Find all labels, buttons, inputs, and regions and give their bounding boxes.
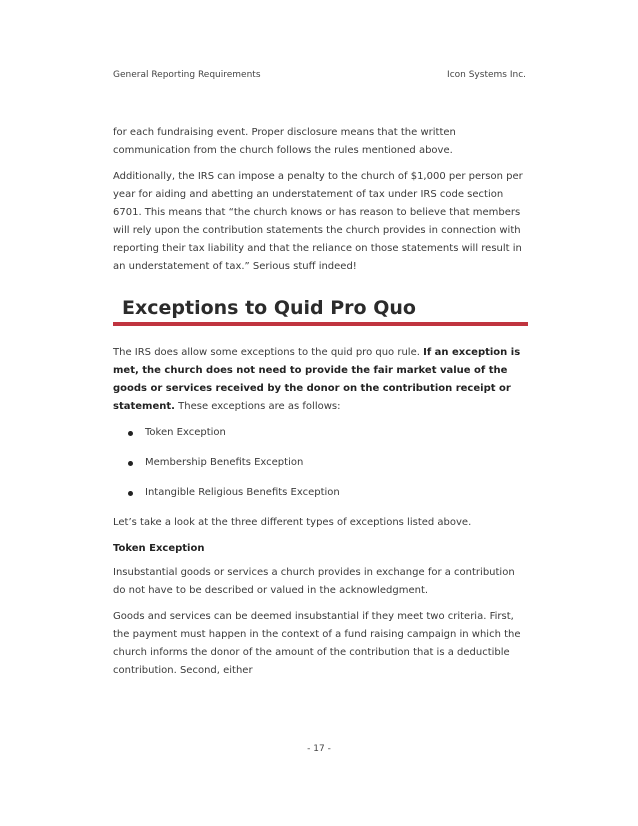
page-number: - 17 -	[307, 744, 331, 754]
bullet-icon	[128, 461, 133, 466]
paragraph-3-outro: These exceptions are as follows:	[174, 401, 341, 412]
list-item	[113, 484, 528, 502]
list-item	[113, 454, 528, 472]
paragraph-6: Goods and services can be deemed insubstantial if they meet two criteria. First, the payment must happen in the context of a fund raising campaign in which the church informs the donor of the amount of the contribution that is a deductible contribution. Second, either	[113, 611, 521, 676]
paragraph-1: for each fundraising event. Proper disclosure means that the written communication from the church follows the rules mentioned above.	[113, 127, 456, 156]
list-item	[113, 424, 528, 442]
paragraph-3	[113, 344, 528, 416]
section-title: Exceptions to Quid Pro Quo	[113, 296, 528, 326]
header-right: Icon Systems Inc.	[447, 70, 526, 80]
paragraph-3-bold: If an exception is met, the church does not need to provide the fair market value of the goods or services received by the donor on the contribution receipt or statement.	[113, 347, 521, 412]
subheading-token-exception: Token Exception	[113, 543, 205, 554]
list-item-label: Intangible Religious Benefits Exception	[145, 487, 340, 498]
page-header	[113, 70, 526, 80]
page-content	[113, 124, 528, 688]
paragraph-2: Additionally, the IRS can impose a penalty to the church of $1,000 per person per year for aiding and abetting an understatement of tax under IRS code section 6701. This means that “the church knows or has reason to believe that members will rely upon the contribution statements the church provides in connection with reporting their tax liability and that the reliance on those statements will result in an understatement of tax.” Serious stuff indeed!	[113, 171, 523, 272]
bullet-icon	[128, 491, 133, 496]
list-item-label: Token Exception	[145, 427, 226, 438]
bullet-icon	[128, 431, 133, 436]
exceptions-list	[113, 424, 528, 502]
paragraph-4: Let’s take a look at the three different types of exceptions listed above.	[113, 517, 472, 528]
header-left: General Reporting Requirements	[113, 70, 261, 80]
section-heading	[113, 296, 528, 326]
paragraph-5: Insubstantial goods or services a church provides in exchange for a contribution do not have to be described or valued in the acknowledgment.	[113, 567, 515, 596]
paragraph-3-intro: The IRS does allow some exceptions to the quid pro quo rule.	[113, 347, 424, 358]
list-item-label: Membership Benefits Exception	[145, 457, 304, 468]
